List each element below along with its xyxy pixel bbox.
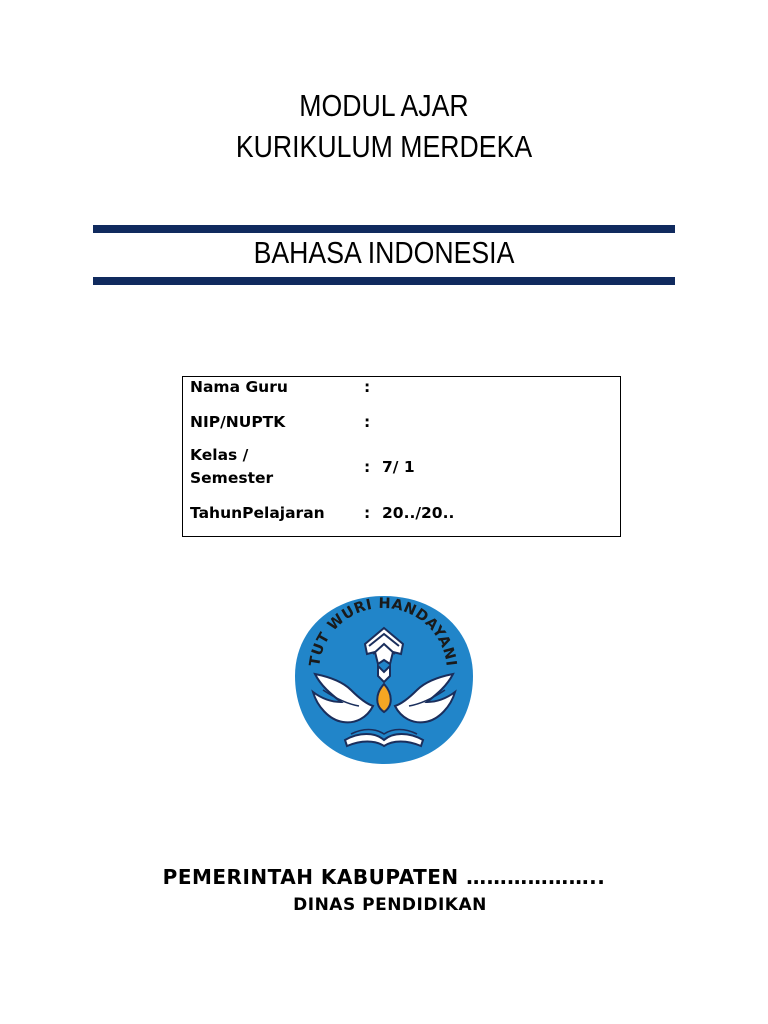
info-colon: : [364, 458, 371, 476]
info-label: NIP/NUPTK [190, 413, 286, 431]
government-line: PEMERINTAH KABUPATEN ……………….. [162, 865, 606, 889]
info-value: 20../20.. [382, 504, 455, 522]
curriculum-title: KURIKULUM MERDEKA [235, 129, 533, 164]
module-title: MODUL AJAR [299, 88, 469, 123]
top-divider [93, 225, 675, 233]
info-colon: : [364, 413, 371, 431]
info-value: 7/ 1 [382, 458, 415, 476]
info-colon: : [364, 378, 371, 396]
tut-wuri-handayani-logo-icon [295, 594, 473, 766]
bottom-divider [93, 277, 675, 285]
subject-title: BAHASA INDONESIA [253, 235, 515, 270]
department-line: DINAS PENDIDIKAN [293, 895, 487, 915]
info-label: Nama Guru [190, 378, 288, 396]
info-label: TahunPelajaran [190, 504, 325, 522]
logo-arc-text: TUT WURI HANDAYANI [307, 595, 459, 668]
info-label: Kelas / [190, 446, 249, 464]
info-colon: : [364, 504, 371, 522]
info-label-line2: Semester [190, 469, 274, 487]
info-box [182, 376, 621, 537]
